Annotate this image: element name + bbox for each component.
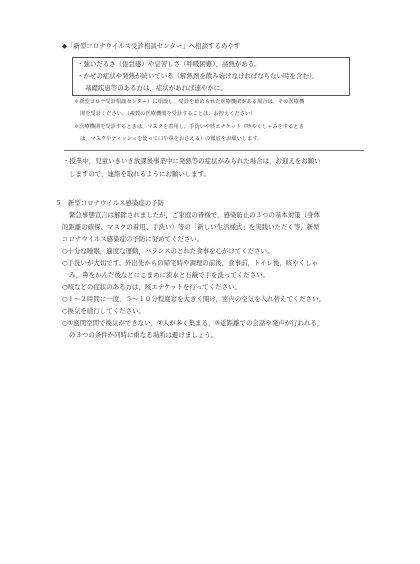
prevention-item: の３つの条件が同時に重なる場所は避けましょう。 <box>69 331 218 339</box>
intro-line: コロナウイルス感染症の予防に努めてください。 <box>62 235 204 243</box>
prevention-item: ○十分な睡眠，適度な運動，バランスのとれた食事を心がけてください。 <box>62 247 274 255</box>
note-line: は，マスクやティッシュを使って口や鼻をおさえる）の徹底をお願いします。 <box>80 136 263 142</box>
school-notice-line: しますので，連絡を取れるようにお願いします。 <box>69 170 211 178</box>
symptom-line: ・強いだるさ（倦怠感）や息苦しさ（呼吸困難）、高熱がある。 <box>77 60 261 68</box>
prevention-item: ○手洗いが大切です。外出先からの帰宅時や調理の前後，食事前，トイレ後，咳やくしゃ <box>62 259 318 267</box>
intro-line: 緊急事態宣言は解除されましたが，ご家庭の皆様で，感染防止の３つの基本対策（身体 <box>69 211 321 219</box>
symptom-line: 基礎疾患等のある方は、症状があれば速やかに。 <box>85 84 227 92</box>
school-notice-line: ・授業中，児童いきいき放課後事業中に発熱等の症状がみられた場合は，お迎えをお願い <box>63 157 321 165</box>
symptom-line: ・かぜの症状や発熱が続いている（解熱剤を飲み続けなければならない時を含む）。 <box>77 72 319 80</box>
section-divider <box>64 150 364 151</box>
prevention-heading: ５ 新型コロナウイルス感染症の予防 <box>55 199 165 207</box>
consultation-heading: ◆「新型コロナウイルス受診相談センター」へ相談するめやす <box>62 42 241 50</box>
intro-line: 的距離の確保、マスクの着用、手洗い）等の「新しい生活様式」を実践いただく等，新型 <box>62 223 320 231</box>
prevention-item: み，鼻をかんだ後などにこまめに流水と石鹸で手を洗ってください。 <box>69 271 270 279</box>
prevention-item: ○①密閉空間で換気ができない，②人が多く集まる，③近距離での会話や発声が行われる， <box>62 319 324 327</box>
note-line: ＊医療機関を受診するときは，マスクを着用し，手洗いや咳エチケット（咳やくしゃみをするとき <box>74 124 304 130</box>
prevention-item: ○１～２時間に一度，５～１０分程度窓を大きく開け，室内の空気を入れ替えてください。 <box>62 295 325 303</box>
note-line: ＊新型コロナ受診相談センター）に相談し、受診を勧められた医療機関がある場合は、その医療機 <box>74 99 305 105</box>
prevention-item: ○換気を励行してください。 <box>62 307 145 315</box>
prevention-item: ○咳などの症状のある方は，咳エチケットを行ってください。 <box>62 283 241 291</box>
note-line: 関を受診ください。（複数の医療機関を受診することは、お控えください） <box>80 111 256 117</box>
